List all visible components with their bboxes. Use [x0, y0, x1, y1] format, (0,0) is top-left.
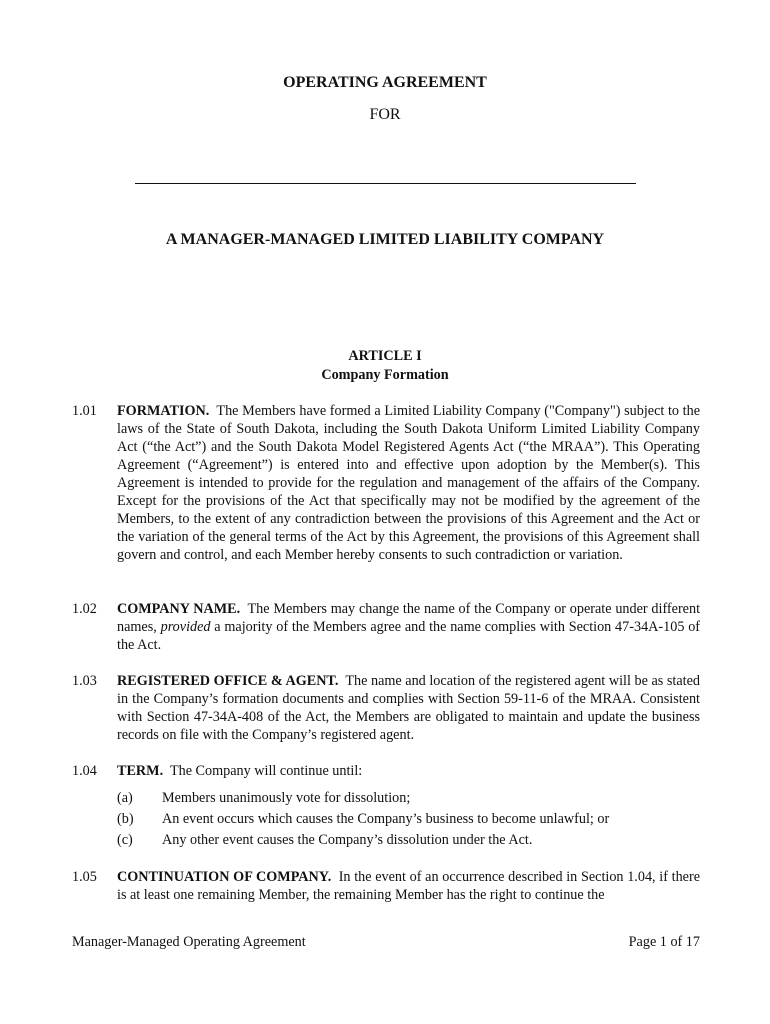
list-item	[117, 809, 700, 830]
section-heading: REGISTERED OFFICE & AGENT.	[117, 673, 339, 689]
section-body	[117, 762, 700, 780]
section-emphasis: provided	[160, 619, 211, 635]
section-text: The Company will continue until:	[169, 763, 363, 779]
section-body	[117, 868, 700, 904]
footer-document-name: Manager-Managed Operating Agreement	[72, 934, 306, 950]
section-text: The Members may change the name of the Company or operate under different names,	[117, 601, 701, 635]
document-subtitle: FOR	[369, 106, 401, 123]
section-1-01	[72, 402, 700, 564]
section-body	[117, 402, 700, 564]
list-item-text: Members unanimously vote for dissolution;	[162, 790, 411, 806]
company-type-heading: A MANAGER-MANAGED LIMITED LIABILITY COMPANY	[165, 231, 605, 248]
section-1-05	[72, 868, 700, 904]
section-1-03	[72, 672, 700, 744]
section-heading: COMPANY NAME.	[117, 601, 241, 617]
section-text: The name and location of the registered agent will be as stated in the Company’s formation documents and complies with Section 59-11-6 of the MRAA. Consistent with Section 47-34A-408 of the Act, the Members are obligated to maintain and update the business records on file with the Company’s registered agent.	[117, 673, 700, 743]
list-item-text: Any other event causes the Company’s dissolution under the Act.	[162, 832, 533, 848]
section-1-02	[72, 600, 700, 654]
section-heading: FORMATION.	[117, 403, 210, 419]
company-name-blank-line	[135, 183, 636, 184]
footer-page-number: Page 1 of 17	[628, 934, 700, 950]
section-heading: TERM.	[117, 763, 164, 779]
term-conditions-list	[117, 788, 700, 851]
list-item-text: An event occurs which causes the Company’s business to become unlawful; or	[162, 811, 610, 827]
section-text: The Members have formed a Limited Liability Company ("Company") subject to the laws of the State of South Dakota, including the South Dakota Uniform Limited Liability Company Act (“the Act”) and the South Dakota Model Registered Agents Act (“the MRAA”). This Operating Agreement (“Agreement”) is entered into and effective upon adoption by the Member(s). This Agreement is intended to provide for the regulation and management of the affairs of the Company. Except for the provisions of the Act that specifically may not be modified by the agreement of the Members, to the extent of any contradiction between the provisions of this Agreement and the Act or the variation of the general terms of the Act by this Agreement, the provisions of this Agreement shall govern and control, and each Member hereby consents to such contradiction or variation.	[117, 403, 700, 563]
section-number: 1.01	[72, 403, 97, 419]
section-body	[117, 600, 700, 654]
list-item-letter: (a)	[117, 790, 133, 806]
list-item	[117, 788, 700, 809]
document-title: OPERATING AGREEMENT	[283, 74, 487, 91]
article-name: Company Formation	[321, 367, 449, 383]
section-number: 1.04	[72, 763, 97, 779]
section-number: 1.05	[72, 869, 97, 885]
section-text: In the event of an occurrence described in Section 1.04, if there is at least one remaining Member, the remaining Member has the right to continue the	[117, 869, 701, 903]
section-heading: CONTINUATION OF COMPANY.	[117, 869, 332, 885]
article-number: ARTICLE I	[348, 348, 422, 364]
section-number: 1.03	[72, 673, 97, 689]
section-1-04	[72, 762, 700, 780]
section-number: 1.02	[72, 601, 97, 617]
list-item-letter: (b)	[117, 811, 134, 827]
section-body	[117, 672, 700, 744]
list-item-letter: (c)	[117, 832, 133, 848]
section-text-continued: a majority of the Members agree and the name complies with Section 47-34A-105 of the Act.	[117, 619, 701, 653]
list-item	[117, 830, 700, 851]
article-heading	[0, 347, 770, 385]
